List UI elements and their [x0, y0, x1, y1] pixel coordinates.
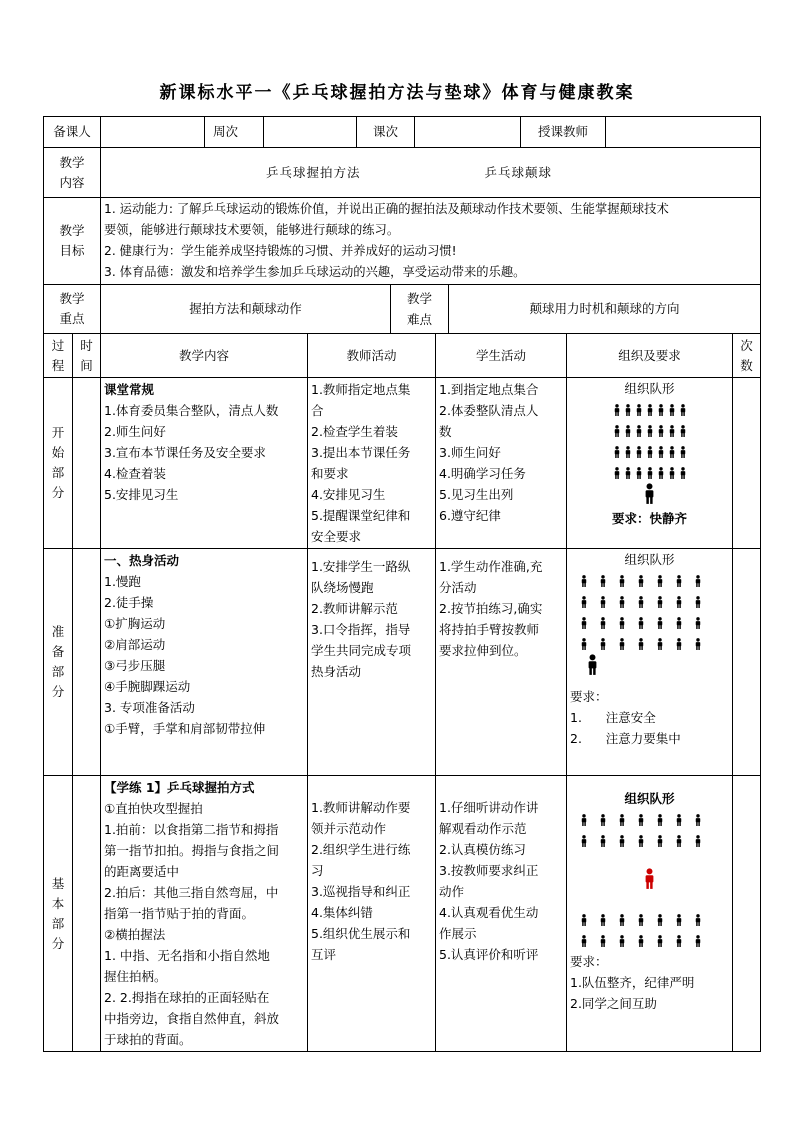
basic-formation-bottom: [570, 909, 729, 951]
phase-char: 开: [51, 425, 65, 440]
person-icon: [599, 638, 607, 650]
start-student-line: 2.体委整队清点人: [439, 403, 539, 418]
person-icon: [657, 467, 665, 479]
basic-teacher-line: 习: [311, 863, 324, 878]
col-teacher: 教师活动: [308, 334, 436, 378]
person-icon: [580, 835, 588, 847]
person-icon: [618, 935, 626, 947]
basic-student-line: 解观看动作示范: [439, 821, 527, 836]
start-student-line: 3.师生问好: [439, 445, 501, 460]
person-icon: [668, 425, 676, 437]
content-item-2: 乒乓球颠球: [484, 164, 553, 180]
person-icon: [675, 835, 683, 847]
person-icon: [646, 404, 654, 416]
person-icon: [657, 404, 665, 416]
prep-org-req-line: 2. 注意力要集中: [570, 731, 681, 746]
start-formation: [570, 399, 729, 483]
phase-char: 始: [51, 445, 65, 460]
phase-char: 分: [51, 935, 65, 951]
person-large-icon: [643, 483, 656, 510]
phase-char: 准: [51, 624, 65, 639]
person-icon: [613, 425, 621, 437]
basic-content-line: ①直拍快攻型握拍: [104, 801, 203, 816]
person-icon: [618, 638, 626, 650]
person-icon: [656, 575, 664, 587]
prep-content-title: 一、热身活动: [104, 553, 180, 568]
person-icon: [657, 446, 665, 458]
basic-org-req-label: 要求：: [570, 954, 608, 969]
basic-teacher-line: 2.组织学生进行练: [311, 842, 411, 857]
person-icon: [637, 638, 645, 650]
basic-student-line: 动作: [439, 884, 465, 899]
formation-row: [570, 420, 729, 441]
person-icon: [624, 446, 632, 458]
key-value: 握拍方法和颠球动作: [101, 285, 391, 333]
basic-content-line: 2. 2.拇指在球拍的正面轻贴在: [104, 990, 270, 1005]
person-icon: [599, 835, 607, 847]
basic-teacher-line: 互评: [311, 947, 337, 962]
lesson-plan-table: [43, 116, 761, 1052]
person-icon: [694, 575, 702, 587]
person-icon: [675, 935, 683, 947]
goals-label-1: 教学: [59, 223, 85, 238]
start-content-line: 3.宣布本节课任务及安全要求: [104, 445, 266, 460]
start-teacher-line: 3.提出本节课任务: [311, 445, 411, 460]
person-icon: [580, 617, 588, 629]
page-title: 新课标水平一《乒乓球握拍方法与垫球》体育与健康教案: [159, 83, 635, 103]
prep-content-line: 1.慢跑: [104, 574, 141, 589]
start-teacher-figure: [570, 483, 729, 509]
start-student-line: 1.到指定地点集合: [439, 382, 539, 397]
person-icon: [657, 425, 665, 437]
person-icon: [656, 935, 664, 947]
person-icon: [599, 914, 607, 926]
person-icon: [599, 814, 607, 826]
start-teacher-line: 1.教师指定地点集: [311, 382, 411, 397]
person-icon: [656, 914, 664, 926]
person-icon: [694, 935, 702, 947]
person-icon: [618, 617, 626, 629]
person-icon: [675, 638, 683, 650]
person-icon: [624, 467, 632, 479]
basic-student-line: 5.认真评价和听评: [439, 947, 539, 962]
basic-teacher-line: 4.集体纠错: [311, 905, 373, 920]
basic-content-line: 指第一指节贴于拍的背面。: [104, 906, 255, 921]
prep-content-line: ③弓步压腿: [104, 658, 166, 673]
start-content-line: 5.安排见习生: [104, 487, 179, 502]
prep-student-line: 将持拍手臂按教师: [439, 622, 540, 637]
formation-row: [570, 591, 729, 612]
person-icon: [646, 467, 654, 479]
person-icon: [599, 935, 607, 947]
prep-student-line: 分活动: [439, 580, 477, 595]
content-row: [44, 148, 761, 198]
goals-label-2: 目标: [59, 243, 85, 258]
basic-student-line: 4.认真观看优生动: [439, 905, 539, 920]
person-icon: [580, 914, 588, 926]
person-icon: [618, 575, 626, 587]
prep-teacher-line: 3.口令指挥，指导: [311, 622, 411, 637]
person-icon: [675, 596, 683, 608]
person-icon: [656, 814, 664, 826]
basic-student-line: 作展示: [439, 926, 477, 941]
person-icon: [618, 914, 626, 926]
prep-teacher-figure: [570, 654, 729, 680]
start-teacher-line: 合: [311, 403, 324, 418]
basic-content-line: ②横拍握法: [104, 927, 166, 942]
person-icon: [656, 596, 664, 608]
start-teacher-line: 安全要求: [311, 529, 362, 544]
start-teacher-line: 和要求: [311, 466, 349, 481]
basic-content-line: 1.拍前：以食指第二指节和拇指: [104, 822, 279, 837]
person-icon: [599, 575, 607, 587]
lesson-value[interactable]: [415, 117, 521, 147]
person-icon: [679, 446, 687, 458]
start-org-title: 组织队形: [624, 381, 675, 396]
prep-student-line: 要求拉伸到位。: [439, 643, 527, 658]
phase-char: 部: [51, 465, 65, 480]
person-icon: [580, 935, 588, 947]
person-icon: [580, 814, 588, 826]
person-icon: [618, 596, 626, 608]
basic-teacher-figure: [570, 863, 729, 899]
content-label-2: 内容: [59, 174, 85, 190]
prep-student-line: 2.按节拍练习,确实: [439, 601, 543, 616]
person-icon: [679, 404, 687, 416]
person-icon: [656, 835, 664, 847]
prep-formation: [570, 570, 729, 654]
section-start-row: [44, 378, 761, 549]
basic-formation-top: [570, 809, 729, 851]
start-teacher-line: 2.检查学生着装: [311, 424, 398, 439]
start-teacher-line: 4.安排见习生: [311, 487, 386, 502]
goal-line-4: 3. 体育品德：激发和培养学生参加乒乓球运动的兴趣，享受运动带来的乐趣。: [104, 265, 526, 279]
col-org: 组织及要求: [567, 334, 733, 378]
formation-row: [570, 441, 729, 462]
prep-org-req-line: 1. 注意安全: [570, 710, 656, 725]
basic-student-line: 2.认真模仿练习: [439, 842, 526, 857]
prep-teacher-line: 队绕场慢跑: [311, 580, 374, 595]
goal-line-2: 要领，能够进行颠球技术要领，能够进行颠球的练习。: [104, 223, 400, 237]
key-label-1: 教学: [59, 291, 85, 306]
start-teacher-line: 5.提醒课堂纪律和: [311, 508, 411, 523]
phase-char: 备: [51, 644, 65, 659]
person-icon: [637, 596, 645, 608]
person-icon: [646, 446, 654, 458]
prep-student-line: 1.学生动作准确,充: [439, 559, 543, 574]
person-icon: [675, 617, 683, 629]
person-icon: [694, 596, 702, 608]
person-icon: [637, 914, 645, 926]
formation-row: [570, 399, 729, 420]
prep-teacher-line: 热身活动: [311, 664, 362, 679]
start-org-req: 要求：快静齐: [611, 511, 687, 526]
prep-content-line: 2.徒手操: [104, 595, 154, 610]
start-content-line: 2.师生问好: [104, 424, 166, 439]
basic-org-title: 组织队形: [624, 791, 675, 806]
section-prep-row: [44, 549, 761, 776]
basic-content-line: 的距离要适中: [104, 864, 180, 879]
content-label-1: 教学: [59, 154, 85, 170]
prep-content-line: ①扩胸运动: [104, 616, 166, 631]
person-icon: [618, 814, 626, 826]
basic-content-line: 握住拍柄。: [104, 969, 167, 984]
formation-row: [570, 930, 729, 951]
basic-org-req-line: 1.队伍整齐，纪律严明: [570, 975, 695, 990]
week-value[interactable]: [264, 117, 357, 147]
person-icon: [637, 835, 645, 847]
person-icon: [613, 446, 621, 458]
basic-teacher-line: 3.巡视指导和纠正: [311, 884, 411, 899]
prep-content-line: ①手臂，手掌和肩部韧带拉伸: [104, 721, 266, 736]
person-icon: [668, 467, 676, 479]
person-icon: [613, 467, 621, 479]
basic-content-line: 于球拍的背面。: [104, 1032, 192, 1047]
person-large-icon: [643, 868, 656, 895]
column-header-row: [44, 334, 761, 378]
col-time-1: 时: [80, 337, 93, 353]
basic-content-line: 1. 中指、无名指和小指自然地: [104, 948, 270, 963]
lesson-label: 课次: [357, 117, 415, 147]
key-label-2: 重点: [59, 311, 85, 326]
person-icon: [618, 835, 626, 847]
section-basic-row: [44, 776, 761, 1052]
person-icon: [635, 425, 643, 437]
person-icon: [635, 404, 643, 416]
person-large-icon: [586, 654, 599, 681]
person-icon: [637, 617, 645, 629]
person-icon: [635, 467, 643, 479]
person-icon: [599, 617, 607, 629]
col-student: 学生活动: [436, 334, 567, 378]
formation-row: [570, 570, 729, 591]
basic-student-line: 3.按教师要求纠正: [439, 863, 539, 878]
phase-char: 基: [51, 875, 65, 891]
person-icon: [624, 404, 632, 416]
diff-value: 颠球用力时机和颠球的方向: [529, 301, 680, 316]
phase-char: 分: [51, 684, 65, 699]
person-icon: [637, 575, 645, 587]
start-content-title: 课堂常规: [104, 382, 155, 397]
person-icon: [580, 596, 588, 608]
phase-char: 本: [51, 895, 65, 911]
person-icon: [694, 814, 702, 826]
person-icon: [694, 835, 702, 847]
start-student-line: 6.遵守纪律: [439, 508, 501, 523]
person-icon: [635, 446, 643, 458]
col-process-2: 程: [51, 357, 65, 373]
start-student-line: 5.见习生出列: [439, 487, 514, 502]
phase-char: 部: [51, 664, 65, 679]
content-item-1: 乒乓球握拍方法: [266, 164, 361, 180]
prep-org-req-label: 要求：: [570, 689, 608, 704]
prep-content-line: ②肩部运动: [104, 637, 166, 652]
basic-student-line: 1.仔细听讲动作讲: [439, 800, 539, 815]
teacher-label: 授课教师: [521, 117, 606, 147]
person-icon: [694, 914, 702, 926]
phase-char: 部: [51, 915, 65, 931]
person-icon: [580, 575, 588, 587]
prep-org-title: 组织队形: [624, 552, 675, 567]
person-icon: [675, 575, 683, 587]
focus-row: [44, 285, 761, 334]
person-icon: [679, 425, 687, 437]
person-icon: [580, 638, 588, 650]
goals-row: [44, 198, 761, 285]
person-icon: [668, 404, 676, 416]
person-icon: [646, 425, 654, 437]
basic-teacher-line: 5.组织优生展示和: [311, 926, 411, 941]
diff-label-1: 教学: [406, 291, 432, 306]
basic-teacher-line: 1.教师讲解动作要: [311, 800, 411, 815]
prep-content-line: 3. 专项准备活动: [104, 700, 195, 715]
formation-row: [570, 809, 729, 830]
person-icon: [694, 638, 702, 650]
prep-teacher-line: 2.教师讲解示范: [311, 601, 398, 616]
col-time-2: 间: [80, 357, 93, 373]
week-label: 周次: [205, 117, 264, 147]
formation-row: [570, 462, 729, 483]
person-icon: [656, 638, 664, 650]
goal-line-3: 2. 健康行为：学生能养成坚持锻炼的习惯、并养成好的运动习惯!: [104, 244, 457, 258]
person-icon: [656, 617, 664, 629]
basic-teacher-line: 领并示范动作: [311, 821, 387, 836]
basic-content-line: 中指旁边，食指自然伸直，斜放: [104, 1011, 280, 1026]
person-icon: [637, 814, 645, 826]
col-count-2: 数: [740, 357, 753, 373]
person-icon: [599, 596, 607, 608]
diff-label-2: 难点: [406, 312, 432, 327]
basic-content-line: 2.拍后：其他三指自然弯屈，中: [104, 885, 279, 900]
formation-row: [570, 633, 729, 654]
person-icon: [613, 404, 621, 416]
prep-teacher-line: 学生共同完成专项: [311, 643, 412, 658]
person-icon: [668, 446, 676, 458]
basic-content-line: 第一指节扣拍。拇指与食指之间: [104, 843, 280, 858]
col-count-1: 次: [740, 337, 753, 353]
formation-row: [570, 830, 729, 851]
person-icon: [624, 425, 632, 437]
prep-content-line: ④手腕脚踝运动: [104, 679, 191, 694]
basic-content-title: 【学练 1】乒乓球握拍方式: [104, 780, 255, 795]
person-icon: [675, 814, 683, 826]
start-student-line: 数: [439, 424, 452, 439]
start-content-line: 4.检查着装: [104, 466, 166, 481]
basic-org-req-line: 2.同学之间互助: [570, 996, 657, 1011]
person-icon: [637, 935, 645, 947]
col-content: 教学内容: [101, 334, 308, 378]
teacher-value[interactable]: [606, 117, 760, 147]
prep-teacher-line: 1.安排学生一路纵: [311, 559, 411, 574]
formation-row: [570, 909, 729, 930]
header-row: [44, 117, 761, 148]
prep-value[interactable]: [101, 117, 205, 147]
person-icon: [675, 914, 683, 926]
start-student-line: 4.明确学习任务: [439, 466, 526, 481]
start-content-line: 1.体育委员集合整队，清点人数: [104, 403, 279, 418]
formation-row: [570, 612, 729, 633]
prep-label: 备课人: [53, 124, 91, 139]
person-icon: [694, 617, 702, 629]
col-process-1: 过: [51, 337, 65, 353]
phase-char: 分: [51, 485, 65, 500]
person-icon: [679, 467, 687, 479]
goal-line-1: 1. 运动能力: 了解乒乓球运动的锻炼价值，并说出正确的握拍法及颠球动作技术要领、生能掌握颠球技术: [104, 202, 669, 216]
